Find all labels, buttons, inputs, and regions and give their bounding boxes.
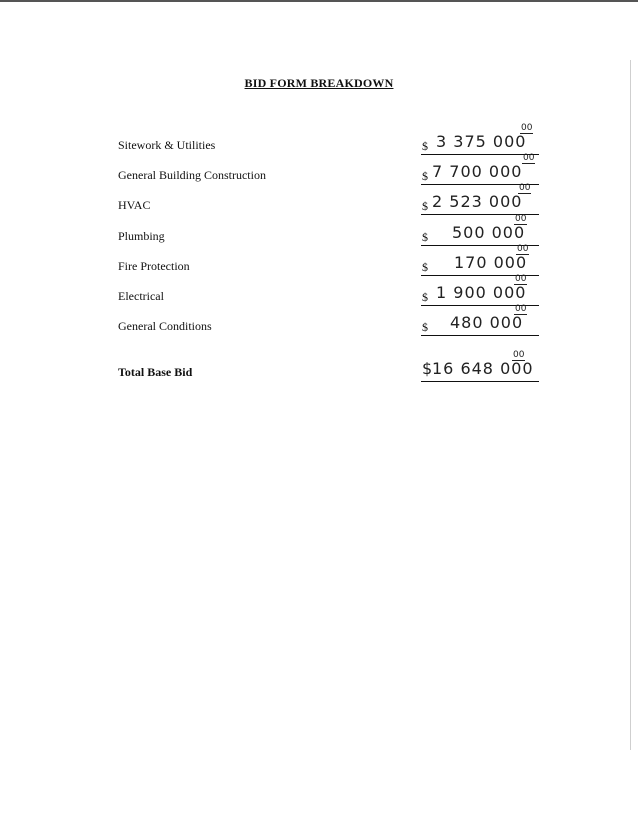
bid-row-sitework	[0, 123, 638, 158]
handwritten-total-amount: 16 648 000	[432, 359, 534, 378]
bid-row-general-building	[0, 153, 638, 188]
row-label: Plumbing	[118, 229, 165, 243]
bid-row-total	[0, 350, 638, 385]
total-label: Total Base Bid	[118, 365, 193, 379]
handwritten-cents: 00	[523, 153, 535, 163]
row-label: Electrical	[118, 289, 164, 303]
handwritten-amount: 170 000	[454, 253, 528, 272]
dollar-sign: $	[422, 260, 428, 274]
handwritten-cents: 00	[515, 214, 527, 224]
bid-row-plumbing	[0, 214, 638, 249]
handwritten-amount: 480 000	[450, 313, 524, 332]
dollar-sign: $	[422, 169, 428, 183]
dollar-sign: $	[422, 230, 428, 244]
page-top-border	[0, 0, 638, 2]
dollar-sign: $	[422, 199, 428, 213]
handwritten-cents: 00	[515, 274, 527, 284]
handwritten-amount: 2 523 000	[432, 192, 523, 211]
page-title: BID FORM BREAKDOWN	[244, 76, 394, 90]
handwritten-cents: 00	[515, 304, 527, 314]
row-label: Fire Protection	[118, 259, 190, 273]
handwritten-amount: 7 700 000	[432, 162, 523, 181]
total-underline	[421, 381, 539, 382]
dollar-sign: $	[422, 320, 428, 334]
handwritten-cents: 00	[521, 123, 533, 133]
bid-row-general-conditions	[0, 304, 638, 339]
handwritten-total-cents: 00	[513, 350, 525, 360]
handwritten-amount: 1 900 000	[436, 283, 527, 302]
handwritten-cents: 00	[517, 244, 529, 254]
row-label: Sitework & Utilities	[118, 138, 216, 152]
bid-row-electrical	[0, 274, 638, 309]
row-label: HVAC	[118, 198, 151, 212]
bid-row-fire-protection	[0, 244, 638, 279]
handwritten-cents: 00	[519, 183, 531, 193]
bid-row-hvac	[0, 183, 638, 218]
dollar-sign: $	[422, 290, 428, 304]
amount-underline	[421, 335, 539, 336]
scan-edge	[630, 60, 631, 750]
row-label: General Conditions	[118, 319, 212, 333]
total-dollar-sign: $	[422, 359, 434, 378]
handwritten-amount: 500 000	[452, 223, 526, 242]
handwritten-amount: 3 375 000	[436, 132, 527, 151]
dollar-sign: $	[422, 139, 428, 153]
row-label: General Building Construction	[118, 168, 266, 182]
